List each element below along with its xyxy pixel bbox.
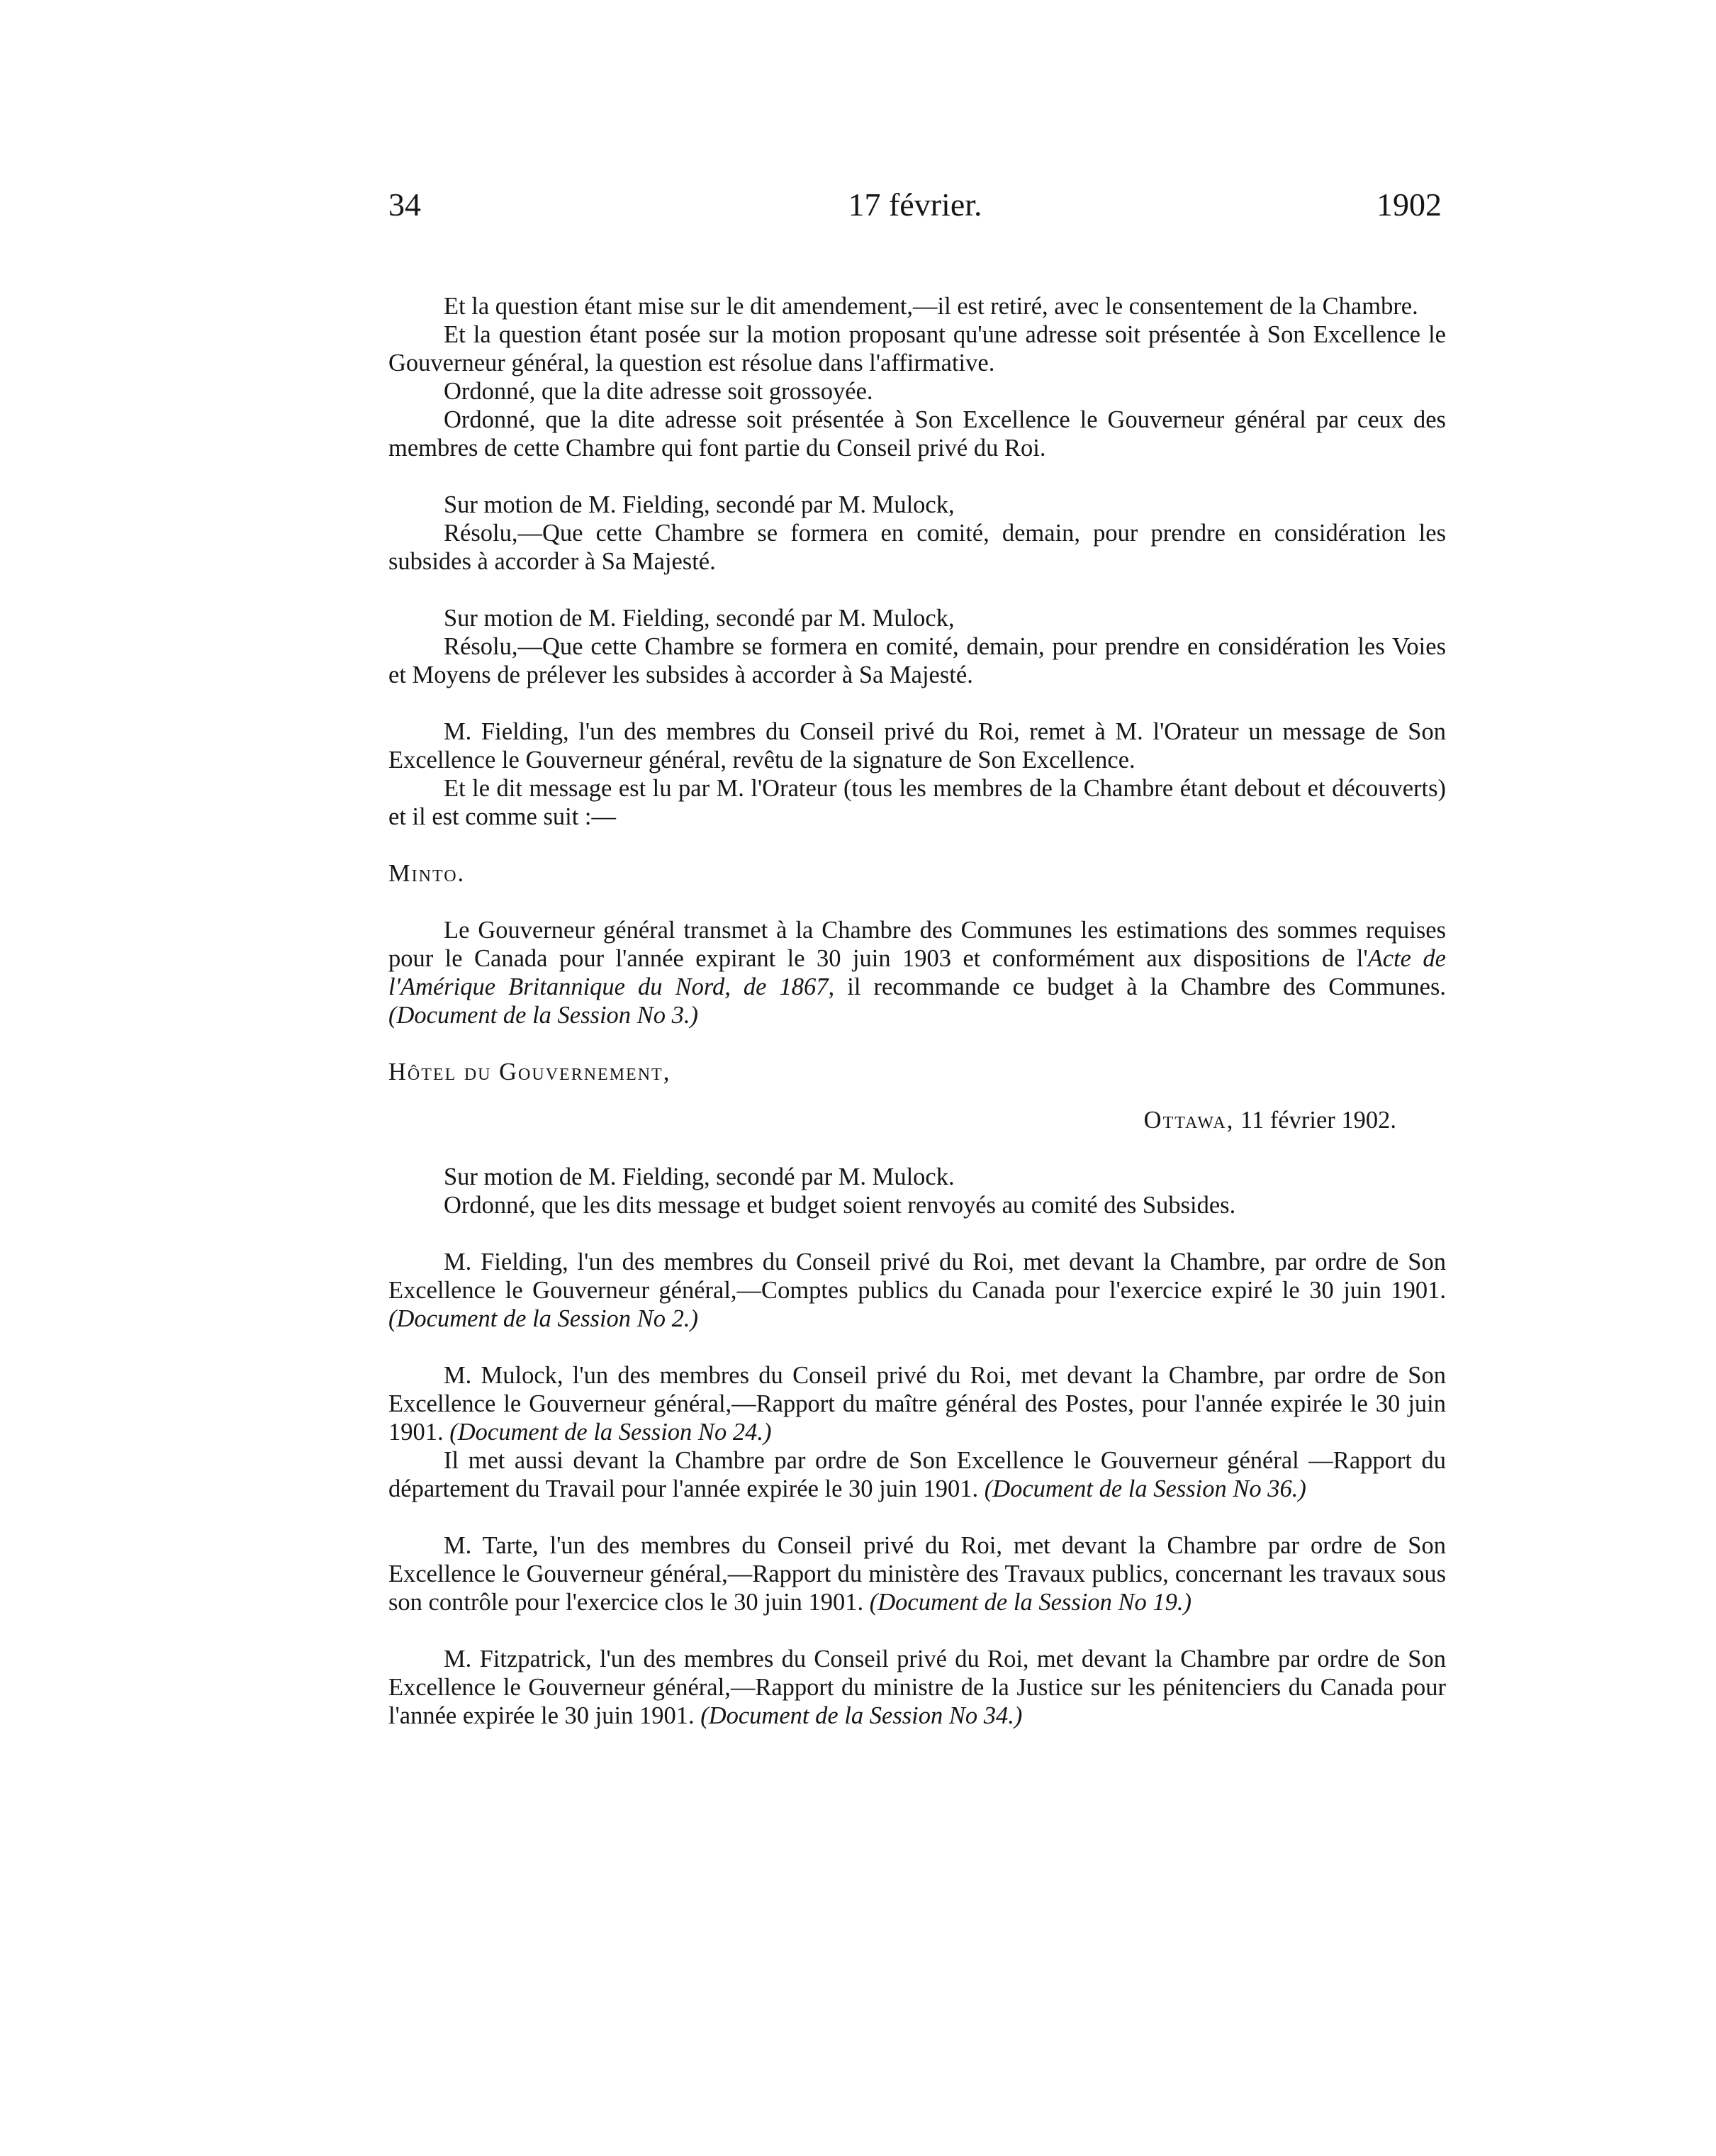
signature-minto: Minto. [388, 860, 466, 887]
paragraph-address-engrossed: Ordonné, que la dite adresse soit grossoyée. [444, 378, 873, 405]
estimates-text-b: il recommande ce budget à la Chambre des Communes. [834, 973, 1446, 1000]
paragraph-resolution-supply: Résolu,—Que cette Chambre se formera en comité, demain, pour prendre en considération les subsides à accorder à Sa Majesté. [388, 520, 1446, 575]
document-reference: (Document de la Session No 24.) [449, 1419, 772, 1446]
estimates-text-a: Le Gouverneur général transmet à la Chambre des Communes les estimations des sommes requises pour le Canada pour l'année expirant le 30 juin 1903 et conformément aux dispositions de l' [388, 917, 1446, 972]
paragraph-message-read: Et le dit message est lu par M. l'Orateur (tous les membres de la Chambre étant debout et découverts) et il est comme suit :— [388, 775, 1446, 830]
paragraph-message-delivered: M. Fielding, l'un des membres du Conseil privé du Roi, remet à M. l'Orateur un message de Son Excellence le Gouverneur général, revêtu de la signature de Son Excellence. [388, 718, 1446, 773]
document-reference: (Document de la Session No 19.) [869, 1589, 1191, 1616]
labour-report-text: Il met aussi devant la Chambre par ordre de Son Excellence le Gouverneur général —Rapport du département du Travail pour l'année expirée le 30 juin 1901. [388, 1447, 1446, 1502]
page-year: 1902 [1376, 186, 1442, 223]
paragraph-address-resolved: Et la question étant posée sur la motion proposant qu'une adresse soit présentée à Son Excellence le Gouverneur général, la question est résolue dans l'affirmative. [388, 321, 1446, 376]
paragraph-resolution-ways-means: Résolu,—Que cette Chambre se formera en comité, demain, pour prendre en considération les Voies et Moyens de prélever les subsides à accorder à Sa Majesté. [388, 633, 1446, 688]
document-reference: (Document de la Session No 2.) [388, 1305, 698, 1332]
page-body [388, 292, 1446, 1730]
paragraph-motion-fielding-3: Sur motion de M. Fielding, secondé par M. Mulock. [444, 1163, 955, 1190]
document-reference: (Document de la Session No 3.) [388, 1002, 698, 1029]
paragraph-postmaster-report [388, 1361, 1446, 1446]
paragraph-estimates-message [388, 916, 1446, 1029]
paragraph-labour-report [388, 1446, 1446, 1503]
act-title: Acte de l'Amérique Britannique du Nord, de 1867, [388, 945, 1446, 1000]
public-accounts-text: M. Fielding, l'un des membres du Conseil privé du Roi, met devant la Chambre, par ordre de Son Excellence le Gouverneur général,—Comptes publics du Canada pour l'exercice expiré le 30 juin 1901. [388, 1249, 1446, 1304]
paragraph-penitentiaries-report [388, 1645, 1446, 1730]
paragraph-public-accounts [388, 1248, 1446, 1333]
penitentiaries-report-text: M. Fitzpatrick, l'un des membres du Conseil privé du Roi, met devant la Chambre par ordre de Son Excellence le Gouverneur général,—Rapport du ministre de la Justice sur les pénitenciers du Canada pour l'année expirée le 30 juin 1901. [388, 1646, 1446, 1729]
public-works-report-text: M. Tarte, l'un des membres du Conseil privé du Roi, met devant la Chambre par ordre de Son Excellence le Gouverneur général,—Rapport du ministère des Travaux publics, concernant les travaux sous son contrôle pour l'exercice clos le 30 juin 1901. [388, 1532, 1446, 1616]
document-reference: (Document de la Session No 34.) [700, 1702, 1023, 1729]
postmaster-report-text: M. Mulock, l'un des membres du Conseil privé du Roi, met devant la Chambre, par ordre de Son Excellence le Gouverneur général,—Rapport du maître général des Postes, pour l'année expirée le 30 juin 1901. [388, 1362, 1446, 1446]
place-city: Ottawa, [1143, 1107, 1235, 1134]
page-header [388, 186, 1442, 228]
place-date-line [388, 1106, 1446, 1134]
paragraph-address-presented: Ordonné, que la dite adresse soit présentée à Son Excellence le Gouverneur général par ceux des membres de cette Chambre qui font partie du Conseil privé du Roi. [388, 406, 1446, 462]
place-date: 11 février 1902. [1234, 1107, 1396, 1134]
paragraph-motion-fielding-2: Sur motion de M. Fielding, secondé par M. Mulock, [444, 605, 955, 632]
document-reference: (Document de la Session No 36.) [984, 1475, 1306, 1502]
paragraph-referred-to-supply: Ordonné, que les dits message et budget soient renvoyés au comité des Subsides. [444, 1192, 1236, 1219]
paragraph-amendment-withdrawn: Et la question étant mise sur le dit amendement,—il est retiré, avec le consentement de la Chambre. [444, 293, 1418, 320]
government-house-heading: Hôtel du Gouvernement, [388, 1059, 671, 1085]
paragraph-public-works-report [388, 1531, 1446, 1616]
page-date: 17 février. [848, 186, 982, 223]
page-number: 34 [388, 186, 421, 223]
paragraph-motion-fielding-1: Sur motion de M. Fielding, secondé par M. Mulock, [444, 491, 955, 518]
